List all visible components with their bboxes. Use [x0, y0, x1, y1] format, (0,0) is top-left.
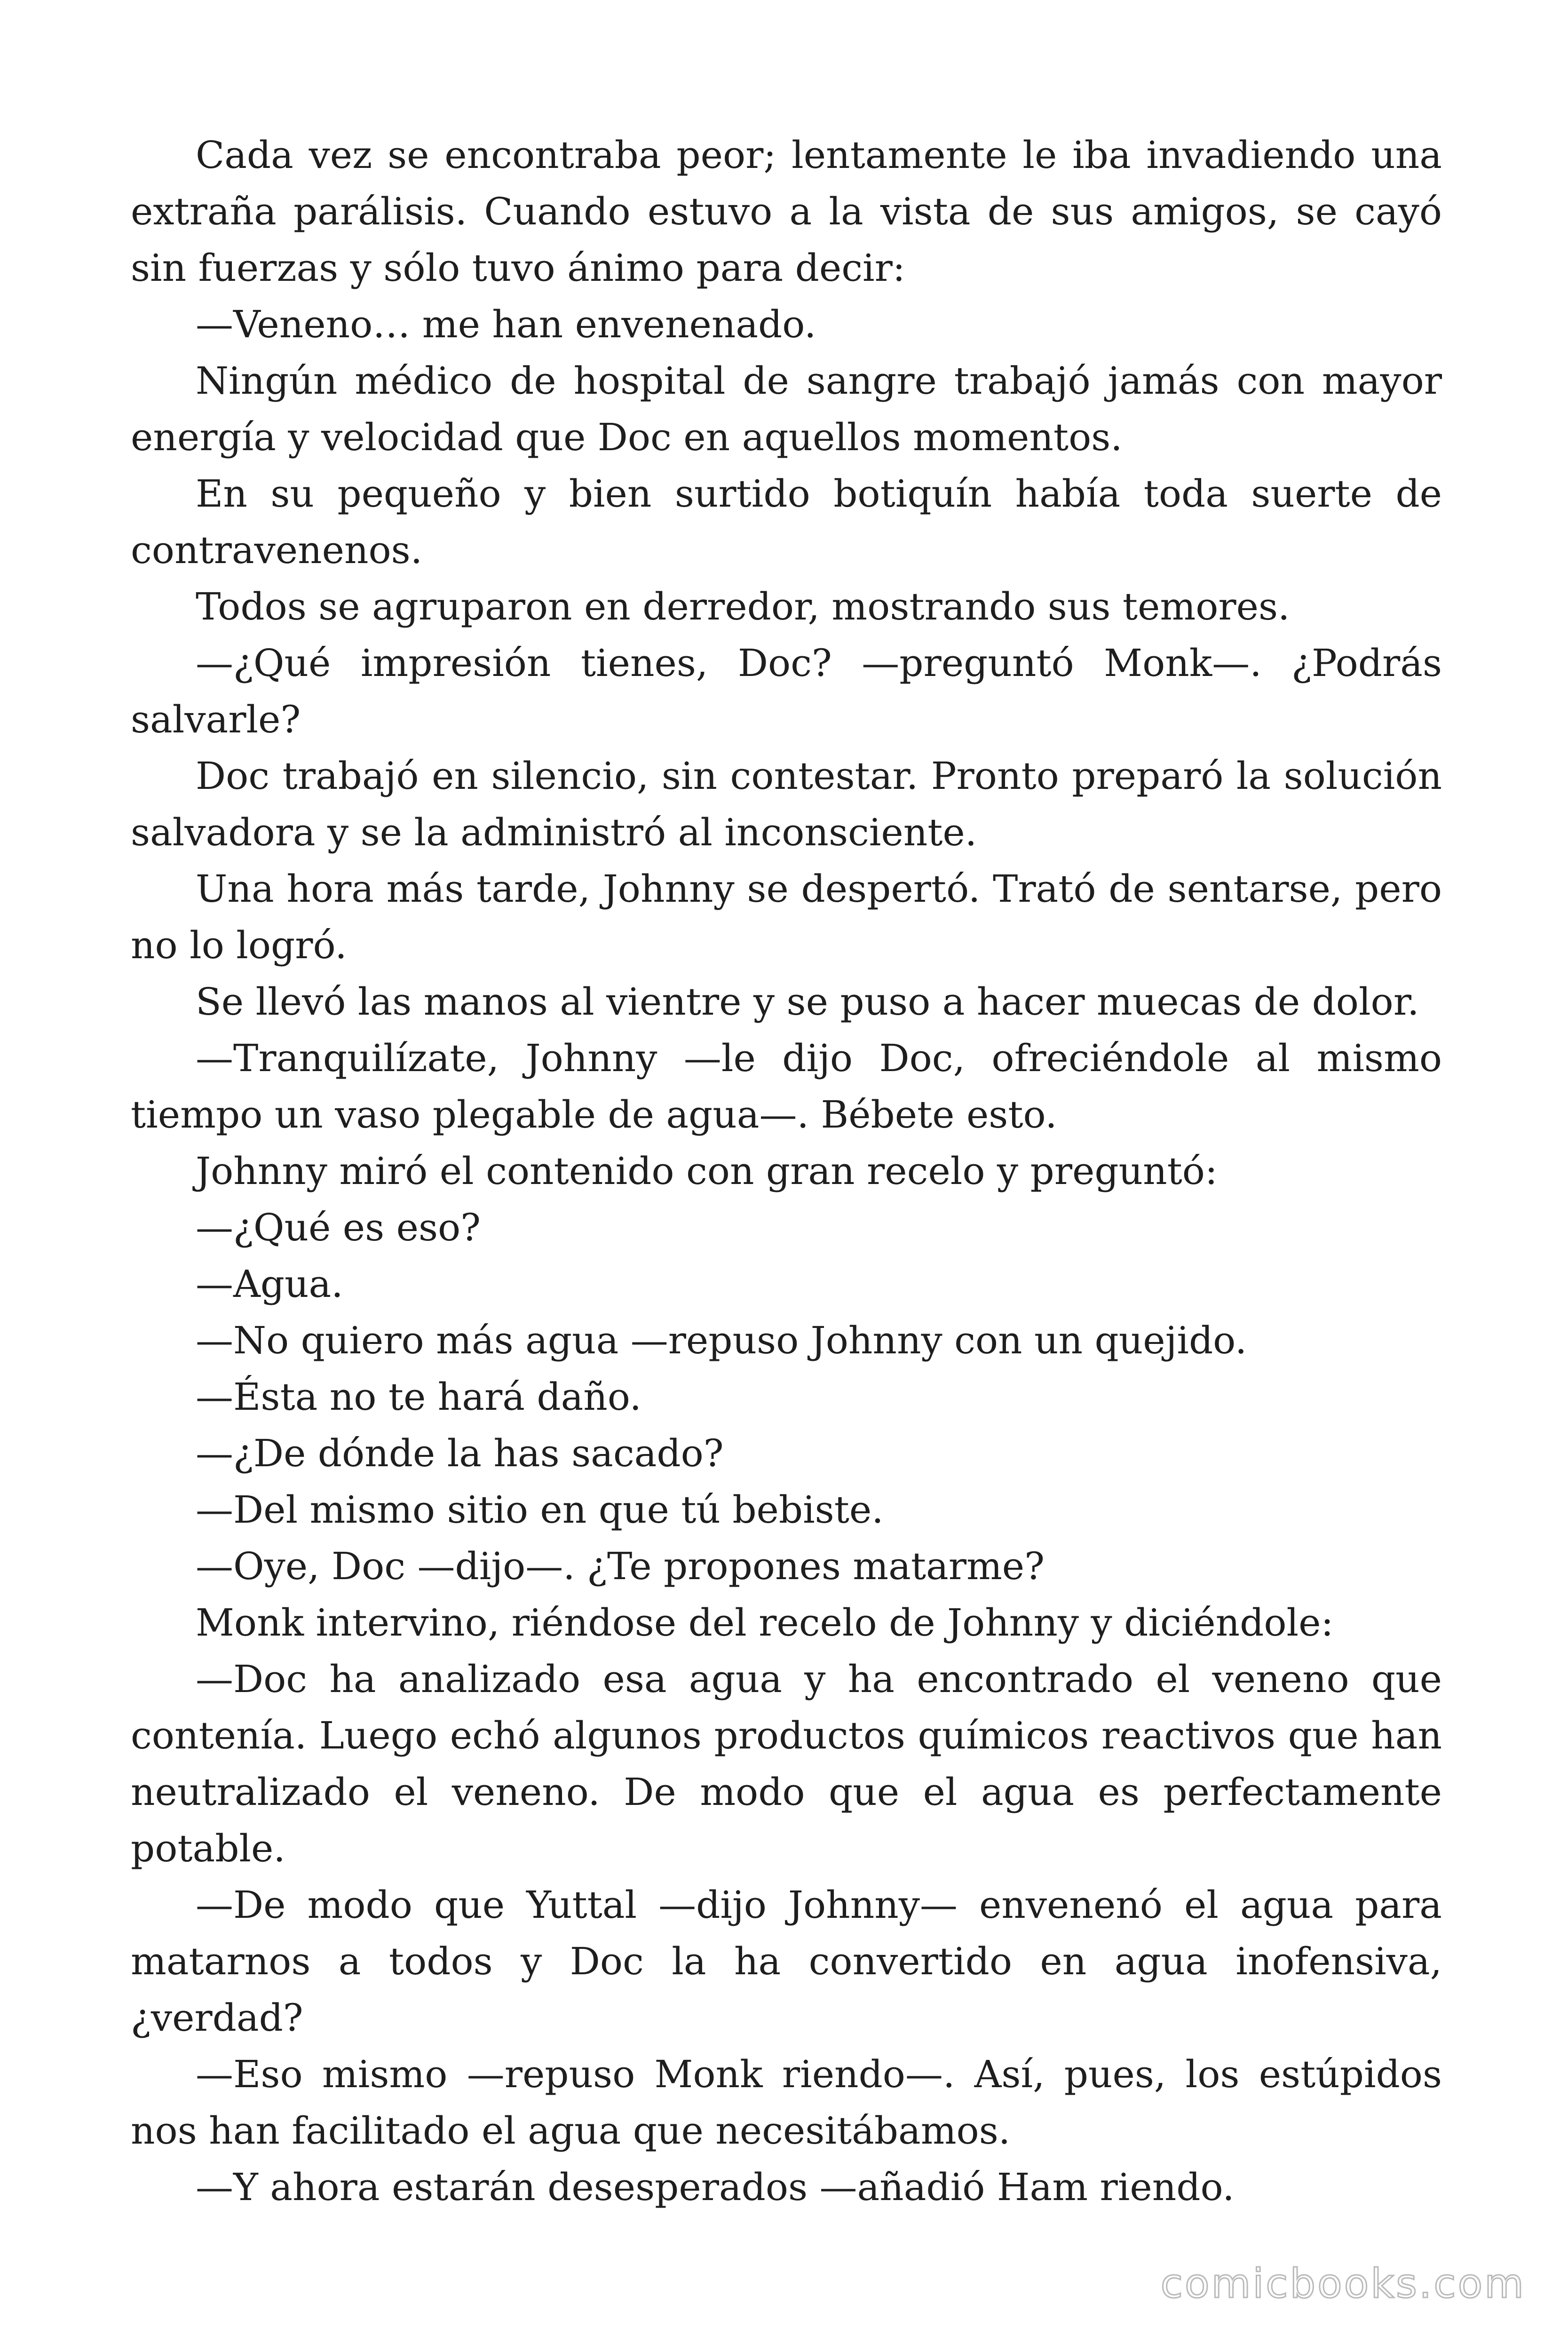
- watermark: comicbooks.com: [1160, 2260, 1526, 2307]
- paragraph: —Ésta no te hará daño.: [196, 1375, 641, 1419]
- paragraph: Una hora más tarde, Johnny se despertó. Trató de sentarse, pero no lo logró.: [131, 867, 1442, 967]
- paragraph: —Del mismo sitio en que tú bebiste.: [196, 1488, 884, 1532]
- paragraph: —Eso mismo —repuso Monk riendo—. Así, pues, los estúpidos nos han facilitado el agua que necesitábamos.: [131, 2052, 1442, 2153]
- paragraph: Johnny miró el contenido con gran recelo y preguntó:: [196, 1149, 1218, 1193]
- paragraph: —Y ahora estarán desesperados —añadió Ham riendo.: [196, 2165, 1235, 2209]
- paragraph: Ningún médico de hospital de sangre trabajó jamás con mayor energía y velocidad que Doc en aquellos momentos.: [131, 359, 1442, 459]
- paragraph: Doc trabajó en silencio, sin contestar. Pronto preparó la solución salvadora y se la administró al inconsciente.: [131, 754, 1442, 854]
- paragraph: —Agua.: [196, 1262, 343, 1306]
- paragraph: Se llevó las manos al vientre y se puso a hacer muecas de dolor.: [196, 980, 1419, 1024]
- paragraph: —Doc ha analizado esa agua y ha encontrado el veneno que contenía. Luego echó algunos productos químicos reactivos que han neutralizado el veneno. De modo que el agua es perfectamente potable.: [131, 1657, 1442, 1870]
- paragraph: —¿De dónde la has sacado?: [196, 1431, 724, 1475]
- paragraph: Monk intervino, riéndose del recelo de Johnny y diciéndole:: [196, 1601, 1334, 1645]
- paragraph: Todos se agruparon en derredor, mostrando sus temores.: [196, 585, 1290, 628]
- page-text: [131, 127, 1442, 2216]
- paragraph: Cada vez se encontraba peor; lentamente le iba invadiendo una extraña parálisis. Cuando estuvo a la vista de sus amigos, se cayó sin fuerzas y sólo tuvo ánimo para decir:: [131, 133, 1442, 290]
- paragraph: En su pequeño y bien surtido botiquín había toda suerte de contravenenos.: [131, 472, 1442, 572]
- paragraph: —¿Qué es eso?: [196, 1206, 481, 1249]
- paragraph: —De modo que Yuttal —dijo Johnny— envenenó el agua para matarnos a todos y Doc la ha convertido en agua inofensiva, ¿verdad?: [131, 1883, 1442, 2040]
- paragraph: —Tranquilízate, Johnny —le dijo Doc, ofreciéndole al mismo tiempo un vaso plegable de agua—. Bébete esto.: [131, 1036, 1442, 1136]
- paragraph: —Veneno… me han envenenado.: [196, 302, 816, 346]
- paragraph: —No quiero más agua —repuso Johnny con un quejido.: [196, 1319, 1247, 1362]
- paragraph: —Oye, Doc —dijo—. ¿Te propones matarme?: [196, 1544, 1045, 1588]
- paragraph: —¿Qué impresión tienes, Doc? —preguntó Monk—. ¿Podrás salvarle?: [131, 641, 1442, 741]
